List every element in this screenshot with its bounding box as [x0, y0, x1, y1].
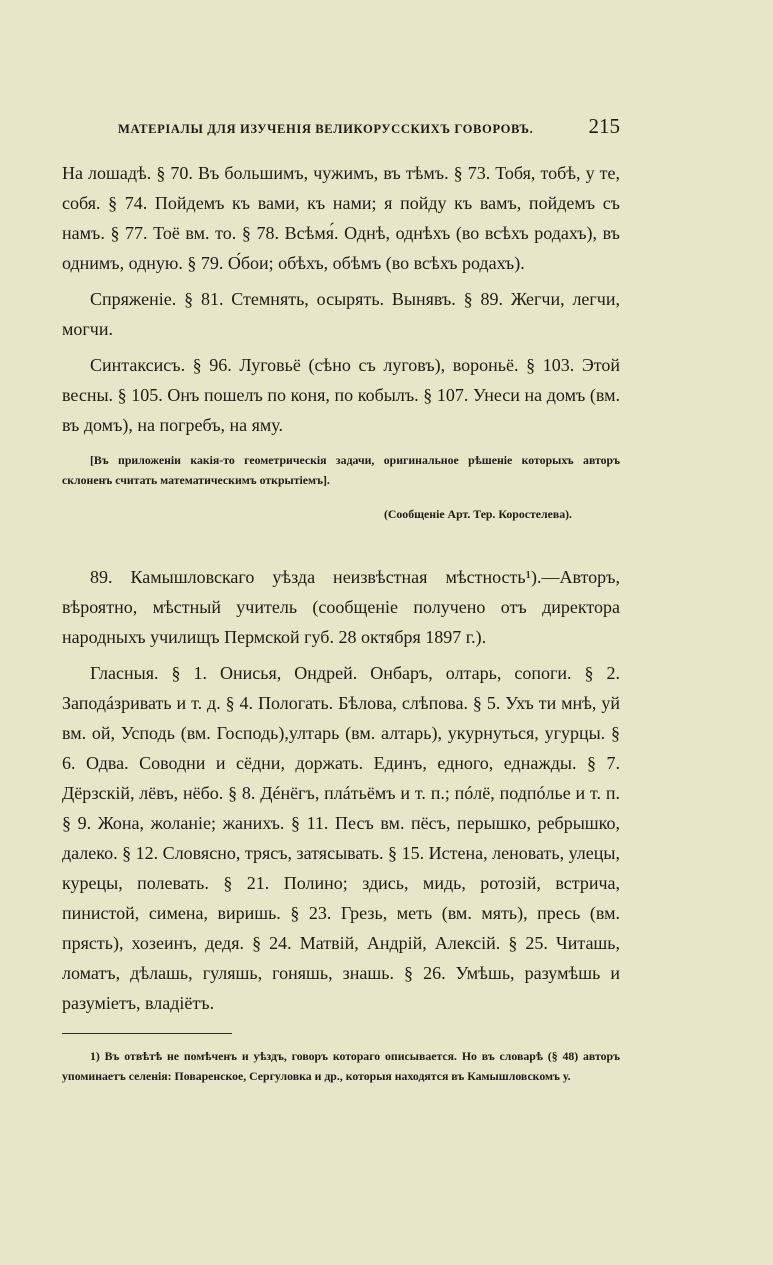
- footnote-divider: [62, 1033, 232, 1034]
- section-89: [62, 562, 620, 1018]
- source-note: (Сообщеніе Арт. Тер. Коростелева).: [383, 507, 572, 521]
- page-number: 215: [588, 114, 620, 138]
- paragraph-conjugation: Спряженіе. § 81. Стемнять, осырять. Вынявъ. § 89. Жегчи, легчи, могчи.: [62, 289, 620, 339]
- footnote: 1) Въ отвѣтѣ не помѣченъ и уѣздъ, говоръ котораго описывается. Но въ словарѣ (§ 48) авторъ упоминаетъ селенія: Поваренское, Сергуловка и др., которыя находятся въ Камышловскомъ у.: [62, 1049, 620, 1083]
- paragraph-declension-continued: На лошадѣ. § 70. Въ большимъ, чужимъ, въ тѣмъ. § 73. Тобя, тобѣ, у те, собя. § 74. Пойдемъ къ вами, къ нами; я пойду къ вамъ, пойдемъ съ намъ. § 77. Тоё вм. то. § 78. Всѣмя́. Однѣ, однѣхъ (во всѣхъ родахъ), въ однимъ, одную. § 79. О́бои; обѣхъ, обѣмъ (во всѣхъ родахъ).: [62, 163, 620, 273]
- top-text-block: [62, 158, 620, 440]
- bracket-note: [Въ приложеніи какія-то геометрическія задачи, оригинальное рѣшеніе которыхъ авторъ склоненъ считать математическимъ открытіемъ].: [62, 453, 620, 487]
- page-header: [118, 114, 620, 139]
- section-89-vowels: Гласныя. § 1. Онисья, Ондрей. Онбаръ, олтарь, сопоги. § 2. Заподáзривать и т. д. § 4. Пологать. Бѣлова, слѣпова. § 5. Ухъ ти мнѣ, уй вм. ой, Усподь (вм. Господь),ултарь (вм. алтарь), укурнуться, угурцы. § 6. Одва. Соводни и сёдни, доржать. Единъ, едного, еднажды. § 7. Дёрзскій, лёвъ, нёбо. § 8. Дéнёгъ, плáтьёмъ и т. п.; пóлё, подпóлье и т. п. § 9. Жона, жоланіе; жанихъ. § 11. Песъ вм. пёсъ, перышко, ребрышко, далеко. § 12. Словясно, трясъ, затясывать. § 15. Истена, леновать, улецы, курецы, полевать. § 21. Полино; здись, мидь, ротозій, встрича, пинистой, симена, виришь. § 23. Грезь, меть (вм. мять), пресь (вм. прясть), хозеинъ, дедя. § 24. Матвій, Андрій, Алексій. § 25. Читашь, ломатъ, дѣлашь, гуляшь, гоняшь, знашь. § 26. Умѣшь, разумѣшь и разуміетъ, владіётъ.: [62, 663, 620, 1013]
- section-89-intro: 89. Камышловскаго уѣзда неизвѣстная мѣстность¹).—Авторъ, вѣроятно, мѣстный учитель (сообщеніе получено отъ директора народныхъ училищъ Пермской губ. 28 октября 1897 г.).: [62, 567, 620, 647]
- running-title: МАТЕРІАЛЫ ДЛЯ ИЗУЧЕНІЯ ВЕЛИКОРУССКИХЪ ГОВОРОВЪ.: [118, 122, 534, 136]
- paragraph-syntax: Синтаксисъ. § 96. Луговьё (сѣно съ луговъ), вороньё. § 103. Этой весны. § 105. Онъ пошелъ по коня, по кобылъ. § 107. Унеси на домъ (вм. въ домъ), на погребъ, на яму.: [62, 355, 620, 435]
